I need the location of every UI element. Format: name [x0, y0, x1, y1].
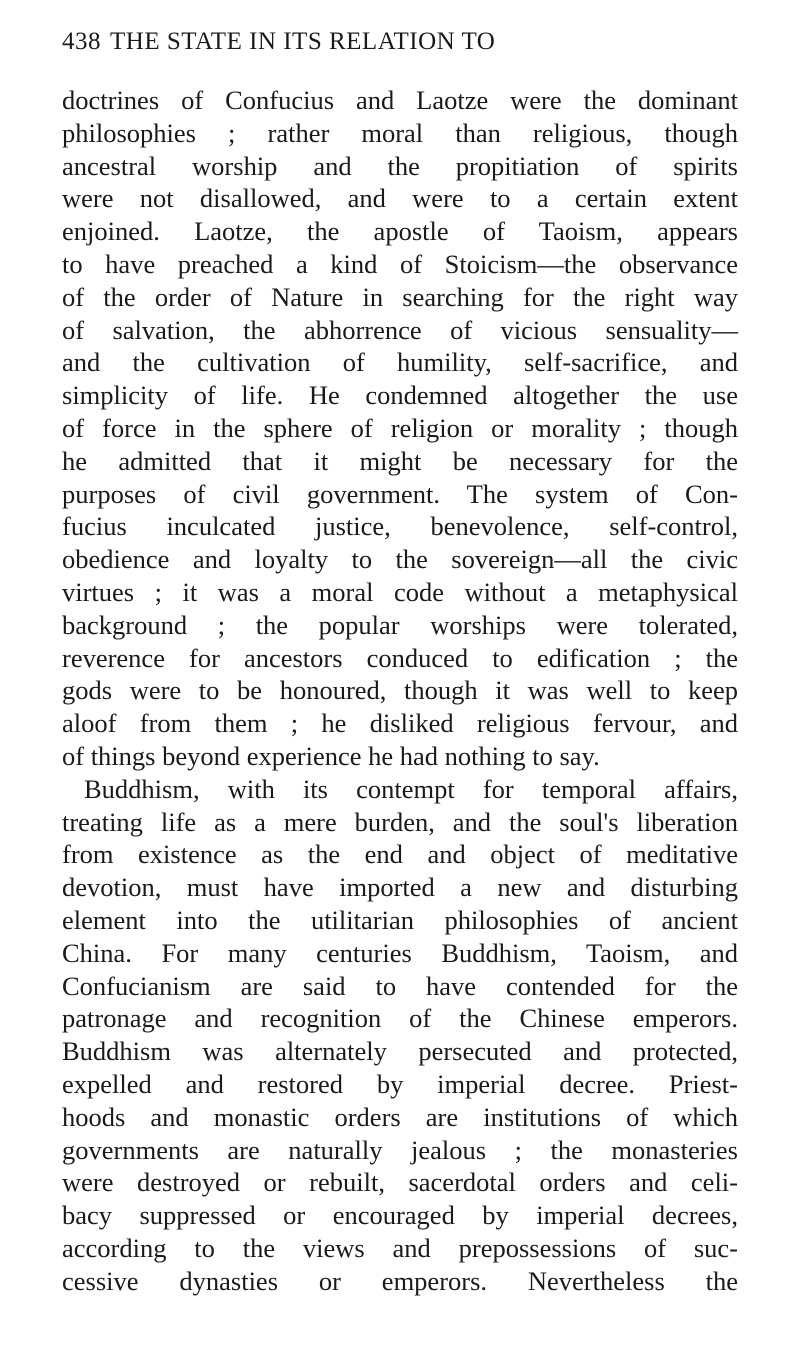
text-line: patronage and recognition of the Chinese emperors.	[62, 1003, 738, 1034]
text-line: Buddhism was alternately persecuted and protected,	[62, 1036, 738, 1067]
running-header	[62, 28, 495, 56]
text-line: were not disallowed, and were to a certain extent	[62, 183, 738, 214]
text-line: enjoined. Laotze, the apostle of Taoism, appears	[62, 216, 738, 247]
text-line: to have preached a kind of Stoicism—the observance	[62, 248, 738, 279]
text-line: gods were to be honoured, though it was well to keep	[62, 675, 738, 706]
text-line: treating life as a mere burden, and the soul's liberation	[62, 806, 738, 837]
text-line: from existence as the end and object of meditative	[62, 839, 738, 870]
text-line: reverence for ancestors conduced to edification ; the	[62, 642, 738, 673]
text-line: background ; the popular worships were tolerated,	[62, 609, 738, 640]
text-line: ancestral worship and the propitiation of spirits	[62, 150, 738, 181]
text-line: expelled and restored by imperial decree. Priest-	[62, 1068, 738, 1099]
text-line: doctrines of Confucius and Laotze were the dominant	[62, 85, 738, 115]
text-line: Confucianism are said to have contended for the	[62, 970, 738, 1001]
text-line: governments are naturally jealous ; the monasteries	[62, 1134, 738, 1165]
text-line: hoods and monastic orders are institutions of which	[62, 1101, 738, 1132]
text-line: China. For many centuries Buddhism, Taoism, and	[62, 937, 738, 968]
text-line: of force in the sphere of religion or morality ; though	[62, 412, 738, 443]
text-line: bacy suppressed or encouraged by imperial decrees,	[62, 1200, 738, 1231]
text-line: simplicity of life. He condemned altogether the use	[62, 380, 738, 411]
text-line: cessive dynasties or emperors. Nevertheless the	[62, 1265, 738, 1296]
text-line: Buddhism, with its contempt for temporal affairs,	[84, 773, 738, 804]
text-line: obedience and loyalty to the sovereign—all the civic	[62, 544, 738, 575]
text-line: fucius inculcated justice, benevolence, self-control,	[62, 511, 738, 542]
text-line: of salvation, the abhorrence of vicious sensuality—	[62, 314, 738, 345]
text-line: were destroyed or rebuilt, sacerdotal orders and celi-	[62, 1167, 738, 1198]
text-line: he admitted that it might be necessary for the	[62, 445, 738, 476]
page-body	[62, 84, 738, 1297]
text-line: of things beyond experience he had nothing to say.	[62, 740, 600, 771]
text-line: according to the views and prepossessions of suc-	[62, 1232, 738, 1263]
text-line: devotion, must have imported a new and disturbing	[62, 872, 738, 903]
text-line: and the cultivation of humility, self-sacrifice, and	[62, 347, 738, 378]
running-title: THE STATE IN ITS RELATION TO	[110, 28, 496, 55]
text-line: virtues ; it was a moral code without a metaphysical	[62, 576, 738, 607]
text-line: philosophies ; rather moral than religious, though	[62, 117, 738, 148]
text-line: of the order of Nature in searching for the right way	[62, 281, 738, 312]
text-line: purposes of civil government. The system of Con-	[62, 478, 738, 509]
text-line: element into the utilitarian philosophies of ancient	[62, 904, 738, 935]
page-number: 438	[62, 28, 101, 55]
text-line: aloof from them ; he disliked religious fervour, and	[62, 708, 738, 739]
